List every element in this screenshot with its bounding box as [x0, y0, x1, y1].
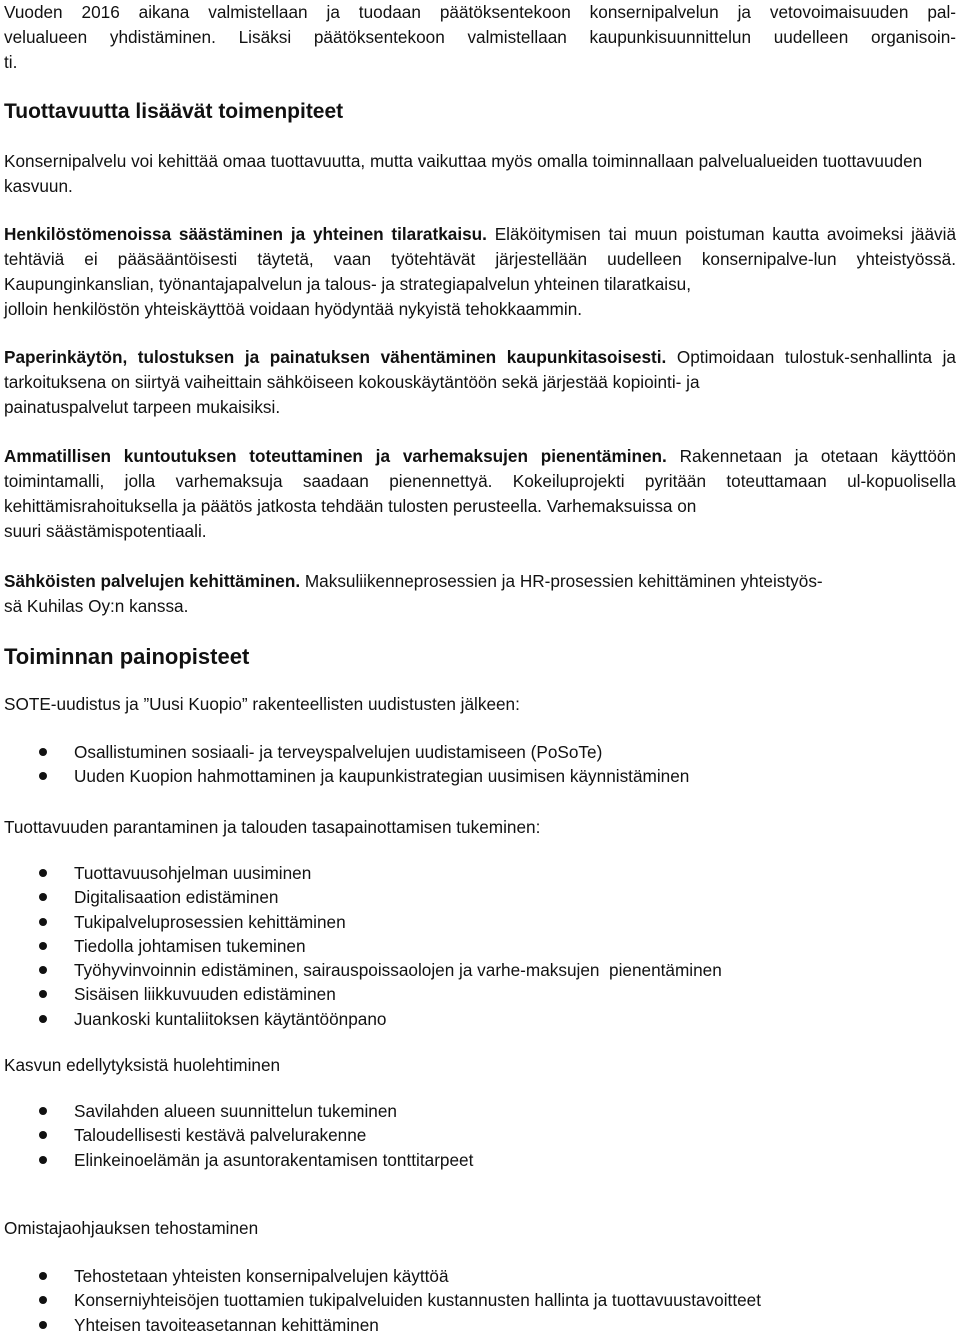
productivity-item-1-last: jolloin henkilöstön yhteiskäyttöä voidaan hyödyntää nykyistä tehokkaammin.: [4, 299, 583, 319]
bullet-icon: [39, 990, 47, 998]
productivity-item-4: [4, 569, 956, 619]
focus-group-2-list: [4, 861, 956, 1031]
list-item: Taloudellisesti kestävä palvelurakenne: [4, 1123, 956, 1147]
list-item: Sisäisen liikkuvuuden edistäminen: [4, 982, 956, 1006]
list-item: Työhyvinvoinnin edistäminen, sairauspoissaolojen ja varhe-maksujen pienentäminen: [4, 958, 956, 982]
bullet-icon: [39, 1272, 47, 1280]
bullet-icon: [39, 1015, 47, 1023]
section-title-focus: Toiminnan painopisteet: [4, 644, 250, 669]
focus-group-4-lead: Omistajaohjauksen tehostaminen: [4, 1218, 259, 1238]
focus-group-1-lead: SOTE-uudistus ja ”Uusi Kuopio” rakenteellisten uudistusten jälkeen:: [4, 694, 520, 714]
productivity-item-1-heading: Henkilöstömenoissa säästäminen ja yhteinen tilaratkaisu.: [4, 224, 487, 244]
section-title-productivity: Tuottavuutta lisäävät toimenpiteet: [4, 100, 344, 123]
productivity-item-3-last: suuri säästämispotentiaali.: [4, 521, 207, 541]
bullet-icon: [39, 1321, 47, 1329]
bullet-icon: [39, 893, 47, 901]
bullet-icon: [39, 869, 47, 877]
focus-group-4-list: [4, 1264, 956, 1337]
productivity-item-2: [4, 345, 956, 420]
productivity-item-4-text: Maksuliikenneprosessien ja HR-prosessien kehittäminen yhteistyös-: [300, 571, 823, 591]
productivity-intro: Konsernipalvelu voi kehittää omaa tuottavuutta, mutta vaikuttaa myös omalla toiminnallaan palvelualueiden tuottavuuden kasvuun.: [4, 151, 923, 196]
list-item: Savilahden alueen suunnittelun tukeminen: [4, 1099, 956, 1123]
productivity-item-4-last: sä Kuhilas Oy:n kanssa.: [4, 596, 189, 616]
intro-line-3: ti.: [4, 52, 18, 72]
bullet-icon: [39, 1107, 47, 1115]
list-item: Tehostetaan yhteisten konsernipalvelujen käyttöä: [4, 1264, 956, 1288]
list-item: Tukipalveluprosessien kehittäminen: [4, 910, 956, 934]
list-item: Digitalisaation edistäminen: [4, 885, 956, 909]
productivity-item-2-text: Optimoidaan tulostuk-senhallinta ja tarkoituksena on siirtyä vaiheittain sähköiseen kokouskäytäntöön sekä järjestää kopiointi- ja: [4, 347, 956, 392]
productivity-item-3-heading: Ammatillisen kuntoutuksen toteuttaminen ja varhemaksujen pienentäminen.: [4, 446, 667, 466]
bullet-icon: [39, 1131, 47, 1139]
intro-paragraph: [4, 0, 956, 75]
productivity-item-2-heading: Paperinkäytön, tulostuksen ja painatuksen vähentäminen kaupunkitasoisesti.: [4, 347, 667, 367]
productivity-item-4-heading: Sähköisten palvelujen kehittäminen.: [4, 571, 301, 591]
bullet-icon: [39, 748, 47, 756]
bullet-icon: [39, 918, 47, 926]
productivity-item-2-last: painatuspalvelut tarpeen mukaisiksi.: [4, 397, 281, 417]
productivity-item-3-text: Rakennetaan ja otetaan käyttöön toimintamalli, jolla varhemaksuja saadaan pienennettyä. Kokeiluprojekti pyritään toteuttamaan ul-kopuolisella kehittämisrahoituksella ja päätös jatkosta tehdään tulosten perusteella. Varhemaksuissa on: [4, 446, 956, 516]
list-item: Uuden Kuopion hahmottaminen ja kaupunkistrategian uusimisen käynnistäminen: [4, 764, 956, 788]
intro-line-1: Vuoden 2016 aikana valmistellaan ja tuodaan päätöksentekoon konsernipalvelun ja vetovoimaisuuden pal-: [4, 2, 956, 22]
bullet-icon: [39, 1296, 47, 1304]
bullet-icon: [39, 942, 47, 950]
list-item: Konserniyhteisöjen tuottamien tukipalveluiden kustannusten hallinta ja tuottavuustavoitteet: [4, 1288, 956, 1312]
productivity-item-3: [4, 444, 956, 544]
list-item: Elinkeinoelämän ja asuntorakentamisen tonttitarpeet: [4, 1148, 956, 1172]
bullet-icon: [39, 772, 47, 780]
productivity-item-1-text: Eläköitymisen tai muun poistuman kautta avoimeksi jääviä tehtäviä ei pääsääntöisesti täytetä, vaan työtehtävät järjestellään uudelleen konsernipalve-lun yhteistyössä. Kaupunginkanslian, työnantajapalvelun ja talous- ja strategiapalvelun yhteinen tilaratkaisu,: [4, 224, 956, 294]
list-item: Yhteisen tavoiteasetannan kehittäminen: [4, 1313, 956, 1337]
list-item: Tuottavuusohjelman uusiminen: [4, 861, 956, 885]
focus-group-3-list: [4, 1099, 956, 1172]
bullet-icon: [39, 1156, 47, 1164]
list-item: Osallistuminen sosiaali- ja terveyspalvelujen uudistamiseen (PoSoTe): [4, 740, 956, 764]
focus-group-2-lead: Tuottavuuden parantaminen ja talouden tasapainottamisen tukeminen:: [4, 817, 541, 837]
intro-line-2: velualueen yhdistäminen. Lisäksi päätöksentekoon valmistellaan kaupunkisuunnittelun uudelleen organisoin-: [4, 27, 956, 47]
focus-group-1-list: [4, 740, 956, 789]
focus-group-3-lead: Kasvun edellytyksistä huolehtiminen: [4, 1055, 281, 1075]
productivity-item-1: [4, 222, 956, 322]
list-item: Juankoski kuntaliitoksen käytäntöönpano: [4, 1007, 956, 1031]
bullet-icon: [39, 966, 47, 974]
list-item: Tiedolla johtamisen tukeminen: [4, 934, 956, 958]
